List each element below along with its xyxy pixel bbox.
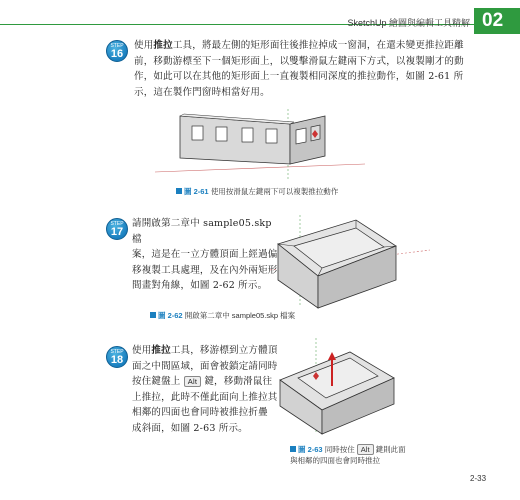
- caption-text: 鍵則此面: [375, 445, 406, 454]
- step-number: 18: [110, 354, 124, 366]
- step-18-line: 使用推拉工具，移游標到立方體頂: [132, 345, 278, 356]
- chapter-tab: 02: [474, 8, 520, 34]
- figure-label: 圖 2-61: [184, 187, 209, 196]
- step-16-badge: [106, 40, 128, 62]
- caption-line: [290, 444, 440, 455]
- step-17-line: 間畫對角線，如圖 2-62 所示。: [132, 280, 268, 291]
- step-18-text: [132, 343, 282, 436]
- step-18-line: 成斜面，如圖 2-63 所示。: [132, 422, 248, 434]
- step-17-line: 案，這是在一立方體頂面上經過偏: [132, 249, 278, 260]
- step-word: STEP: [110, 349, 124, 355]
- step-number: 16: [110, 48, 124, 60]
- step-18-line: 上推拉，此時不僅此面向上推拉其: [132, 391, 278, 403]
- caption-marker-icon: [176, 188, 182, 194]
- step-16-line: 使用推拉工具，將最左側的矩形面往後推拉掉成一窗洞，在還未變更推拉距離: [134, 40, 464, 51]
- step-16-line: 示，這在製作門窗時相當好用。: [134, 86, 270, 98]
- step-18-line: 相鄰的四面也會同時被推拉折疊: [132, 407, 268, 418]
- caption-marker-icon: [290, 446, 296, 452]
- step-16-text: [134, 38, 494, 100]
- line-part: 鍵，移動滑鼠往: [204, 376, 273, 387]
- figure-2-62-caption: [150, 310, 295, 321]
- step-16-line: 作，如此可以在其他的矩形面上一直複製相同深度的推拉動作，如圖 2-61 所: [134, 71, 464, 82]
- caption-alt-key: Alt: [357, 444, 374, 455]
- line-part: 按住鍵盤上: [132, 376, 181, 387]
- caption-text: 開啟第二章中 sample05.skp 檔案: [184, 311, 296, 320]
- figure-2-63-illustration: [276, 336, 406, 436]
- figure-label: 圖 2-63: [298, 445, 323, 454]
- step-17-line: 移複製工具處理，及在內外兩矩形: [132, 264, 278, 276]
- figure-2-63-caption: [290, 444, 440, 466]
- caption-text: 同時按住: [324, 445, 355, 454]
- figure-2-61-caption: [176, 186, 338, 197]
- step-17-text: [132, 216, 282, 294]
- alt-key: Alt: [184, 376, 201, 387]
- running-header-title: SketchUp 繪圖與編輯工具精解: [347, 18, 470, 28]
- caption-text: 使用按滑鼠左鍵兩下可以複製推拉動作: [210, 187, 339, 196]
- figure-2-62-illustration: [270, 210, 430, 310]
- figure-label: 圖 2-62: [158, 311, 183, 320]
- step-17-badge: [106, 218, 128, 240]
- step-number: 17: [110, 226, 124, 238]
- page-number: 2-33: [470, 474, 487, 483]
- caption-marker-icon: [150, 312, 156, 318]
- step-word: STEP: [110, 43, 124, 49]
- step-17-line: 請開啟第二章中 sample05.skp 檔: [132, 218, 272, 245]
- step-word: STEP: [110, 221, 124, 227]
- step-18-line: [132, 374, 282, 390]
- step-18-line: 面之中間區域，面會被鎖定請同時: [132, 360, 278, 372]
- step-16-line: 前，移動游標至下一個矩形面上，以雙擊滑鼠左鍵兩下方式，以複製剛才的動: [134, 55, 464, 67]
- caption-line: 與相鄰的四面也會同時推拉: [290, 456, 380, 465]
- step-18-badge: [106, 346, 128, 368]
- figure-2-61-illustration: [150, 104, 370, 182]
